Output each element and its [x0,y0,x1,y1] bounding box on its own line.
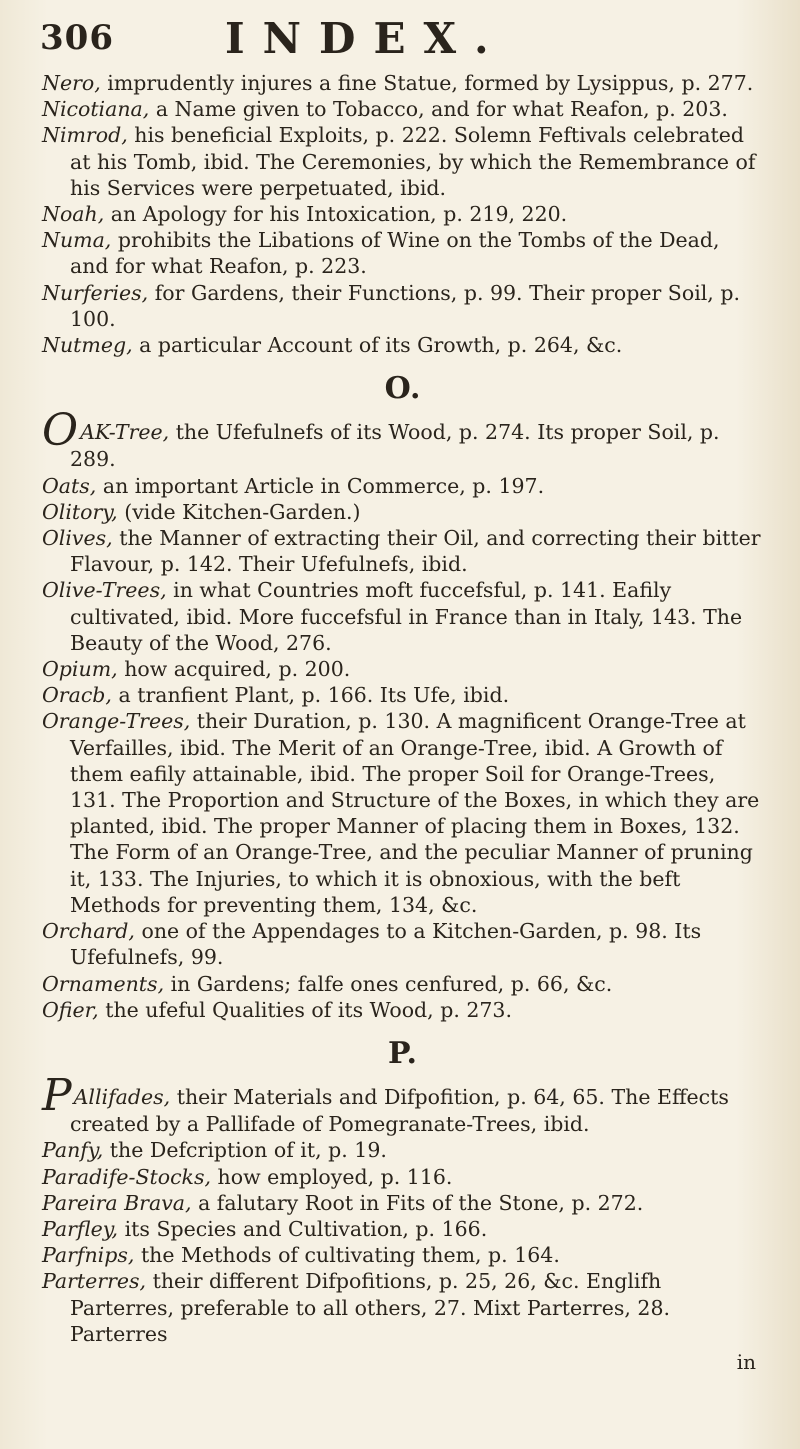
drop-cap: O [42,405,79,457]
index-entry: Oats, an important Article in Commerce, p. 197. [42,473,545,498]
index-entry-first: OAK-Tree, the Ufefulnefs of its Wood, p. 274. Its proper Soil, p. 289. [42,405,720,472]
page-number: 306 [40,18,114,58]
index-entry: Parfnips, the Methods of cultivating them, p. 164. [42,1243,560,1268]
index-entry: Olive-Trees, in what Countries moft fuccefsful, p. 141. Eafily cultivated, ibid. More fuccefsful in France than in Italy, 143. The Beauty of the Wood, 276. [42,578,743,655]
running-title: INDEX. [225,14,507,63]
catchword: in [736,1349,756,1374]
index-entry: Nurferies, for Gardens, their Functions, p. 99. Their proper Soil, p. 100. [42,280,740,331]
index-entry: Ornaments, in Gardens; falfe ones cenfured, p. 66, &c. [42,971,613,996]
index-entry: Ofier, the ufeful Qualities of its Wood, p. 273. [42,997,512,1022]
index-entry: Orchard, one of the Appendages to a Kitchen-Garden, p. 98. Its Ufefulnefs, 99. [42,919,702,970]
index-entry: Parterres, their different Difpofitions, p. 25, 26, &c. Englifh Parterres, preferable to all others, 27. Mixt Parterres, 28. Parterres [42,1269,671,1346]
page-header [40,14,760,74]
index-entry: Pareira Brava, a falutary Root in Fits of the Stone, p. 272. [42,1190,644,1215]
index-entry: Nero, imprudently injures a fine Statue, formed by Lysippus, p. 277. [42,71,754,95]
index-entry: Numa, prohibits the Libations of Wine on the Tombs of the Dead, and for what Reafon, p. 223. [42,228,720,279]
index-entry: Nutmeg, a particular Account of its Growth, p. 264, &c. [42,333,623,358]
index-content [42,70,764,1375]
index-entry-first: PAllifades, their Materials and Difpofition, p. 64, 65. The Effects created by a Pallifade of Pomegranate-Trees, ibid. [42,1070,729,1137]
index-entry: Panfy, the Defcription of it, p. 19. [42,1138,387,1163]
index-entry: Nicotiana, a Name given to Tobacco, and for what Reafon, p. 203. [42,97,728,122]
index-entry: Noah, an Apology for his Intoxication, p. 219, 220. [42,202,568,227]
index-entry: Olitory, (vide Kitchen-Garden.) [42,499,361,524]
index-entry: Parfley, its Species and Cultivation, p. 166. [42,1216,488,1241]
index-entry: Paradife-Stocks, how employed, p. 116. [42,1164,453,1189]
index-entry: Oracb, a tranfient Plant, p. 166. Its Ufe, ibid. [42,683,510,708]
index-entry: Orange-Trees, their Duration, p. 130. A magnificent Orange-Tree at Verfailles, ibid. The Merit of an Orange-Tree, ibid. A Growth of them eafily attainable, ibid. The proper Soil for Orange-Trees, 131. The Proportion and Structure of the Boxes, in which they are planted, ibid. The proper Manner of placing them in Boxes, 132. The Form of an Orange-Tree, and the peculiar Manner of pruning it, 133. The Injuries, to which it is obnoxious, with the beft Methods for preventing them, 134, &c. [42,709,760,917]
index-entry: Opium, how acquired, p. 200. [42,657,351,682]
index-entry: Olives, the Manner of extracting their Oil, and correcting their bitter Flavour, p. 142. Their Ufefulnefs, ibid. [42,526,761,577]
index-entry: Nimrod, his beneficial Exploits, p. 222. Solemn Feftivals celebrated at his Tomb, ibid. The Ceremonies, by which the Remembrance of his Services were perpetuated, ibid. [42,123,756,200]
section-heading-o: O. [384,371,422,407]
section-heading-p: P. [387,1035,419,1071]
drop-cap: P [42,1070,72,1122]
